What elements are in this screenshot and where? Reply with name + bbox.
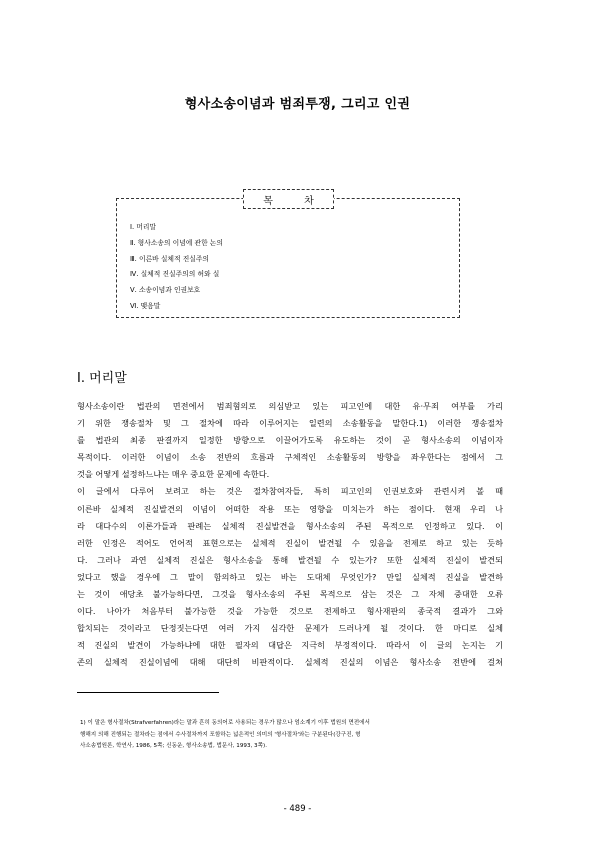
footnote [80, 718, 505, 753]
body-line: 목적이다. 이러한 이념이 소송 전반의 흐름과 구체적인 소송활동의 방향을 좌우한다는 점에서 그 [77, 452, 503, 463]
body-text [77, 398, 503, 672]
body-line: 이 글에서 다루어 보려고 하는 것은 절차참여자들, 특히 피고인의 인권보호와 관련시켜 볼 때 [77, 486, 503, 497]
footnote-divider [77, 692, 219, 693]
body-line: 었다고 했을 경우에 그 말이 함의하고 있는 바는 도대체 무엇인가? 만일 실체적 진실을 발견하 [77, 571, 503, 582]
toc-list [130, 220, 223, 315]
section-heading: Ⅰ. 머리말 [77, 371, 127, 386]
body-line: 이른바 실체적 진실발견의 이념이 어떠한 작용 또는 영향을 미치는가 하는 점이다. 현재 우리 나 [77, 503, 503, 514]
toc-item: Ⅴ. 소송이념과 인권보호 [130, 286, 201, 295]
body-line: 는 것이 애당초 불가능하다면, 그것을 형사소송의 주된 목적으로 삼는 것은 그 자체 중대한 오류 [77, 589, 503, 600]
body-line: 라 대다수의 이론가들과 판례는 실체적 진실발견을 형사소송의 주된 목적으로 인정하고 있다. 이 [77, 520, 503, 531]
page-number: - 489 - [283, 804, 312, 814]
body-line: 형사소송이란 법관의 면전에서 범죄혐의로 의심받고 있는 피고인에 대한 유·무죄 여부를 가리 [77, 401, 503, 411]
footnote-line: 행해지 의해 진행되는 절차라는 점에서 수사절차까지 포함하는 넓은적인 의미의 '형사절차'와는 구분된다(강구진, 형 [80, 731, 361, 738]
body-line: 다. 그러나 과연 실체적 진실은 형사소송을 통해 발견될 수 있는가? 또한 실체적 진실이 발견되 [77, 554, 503, 565]
body-line: 를 법관의 최종 판결까지 일정한 방향으로 이끌어가도록 유도하는 것이 곧 형사소송의 이념이자 [77, 435, 503, 446]
toc-item: Ⅳ. 실체적 진실주의의 허와 실 [130, 270, 220, 279]
toc-heading: 목 차 [243, 189, 334, 209]
toc-item: Ⅵ. 맺음말 [130, 301, 161, 310]
body-line: 존의 실체적 진실이념에 대해 대단히 비판적이다. 실체적 진실의 이념은 형사소송 전반에 걸쳐 [77, 657, 503, 668]
footnote-line: 1) 이 말은 형사절차(Strafverfahren)라는 말과 흔히 동의어로 사용되는 경우가 많으나 엄소계기 이후 법원의 면전에서 [80, 720, 370, 726]
body-line: 이다. 나아가 처음부터 불가능한 것을 가능한 것으로 전제하고 형사재판의 종국적 결과가 그와 [77, 606, 503, 617]
footnote-line: 사소송법원론, 학연사, 1986, 5쪽; 신동운, 형사소송법, 법문사, 1993, 3쪽). [80, 743, 267, 749]
toc-item: Ⅲ. 이른바 실체적 진실주의 [130, 254, 209, 263]
body-line: 러한 인정은 적어도 언어적 표현으로는 실체적 진실이 발견될 수 있음을 전제로 하고 있는 듯하 [77, 537, 503, 548]
body-line: 합치되는 것이라고 단정짓는다면 여러 가지 심각한 문제가 드러나게 될 것이다. 한 마디로 실체 [77, 623, 503, 634]
body-line: 기 위한 쟁송절차 및 그 절차에 따라 이루어지는 일련의 소송활동을 말한다.1) 이러한 쟁송절차 [77, 418, 503, 429]
paper-title: 형사소송이념과 범죄투쟁, 그리고 인권 [184, 97, 411, 112]
body-line: 적 진실의 발견이 가능하냐에 대한 필자의 대답은 지극히 부정적이다. 따라서 이 글의 논지는 기 [77, 640, 503, 651]
toc-item: Ⅱ. 형사소송의 이념에 관한 논의 [130, 238, 223, 247]
body-line: 것을 어떻게 설정하느냐는 매우 중요한 문제에 속한다. [77, 469, 270, 480]
toc-item: Ⅰ. 머리말 [130, 223, 157, 231]
